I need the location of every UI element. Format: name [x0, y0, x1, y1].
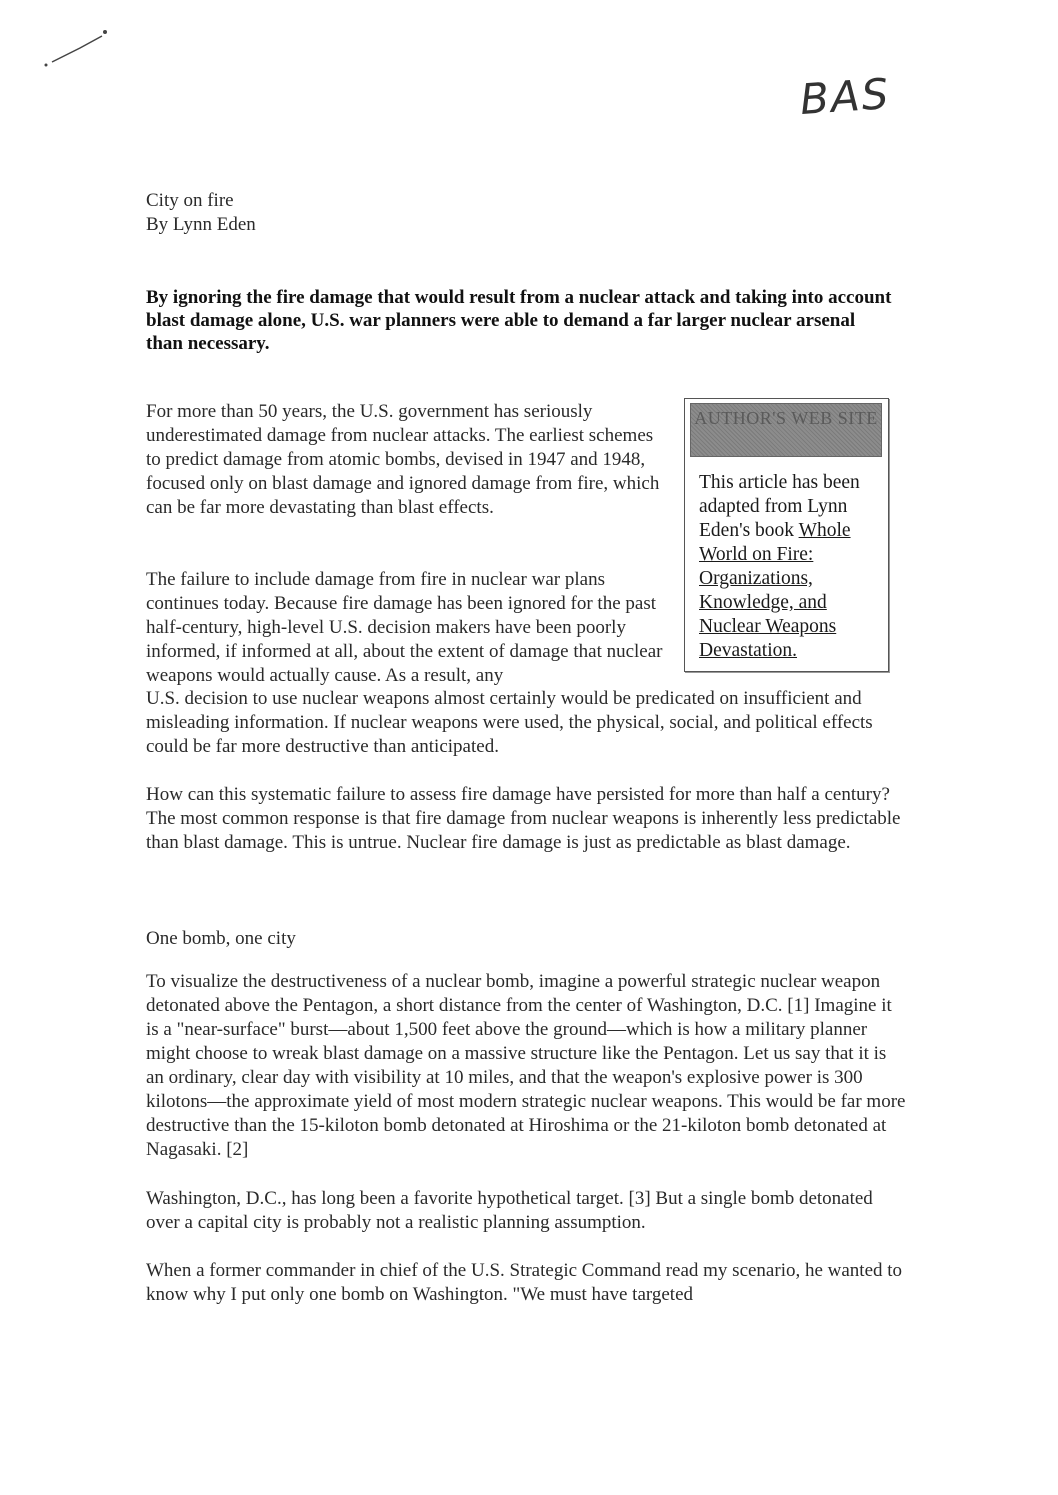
body-paragraph-2-full: U.S. decision to use nuclear weapons almost certainly would be predicated on insufficient and misleading information. If nuclear weapons were used, the physical, social, and political effects could be far more destructive than anticipated. [146, 688, 873, 757]
sidebar-intro: This article has been adapted from Lynn Eden's book [699, 472, 860, 541]
body-paragraph-2-column: The failure to include damage from fire in nuclear war plans continues today. Because fire damage has been ignored for the past half-century, high-level U.S. decision makers have been poorly informed, if informed at all, about the extent of damage that nuclear weapons would actually cause. As a result, any [146, 569, 663, 686]
pen-mark-icon [30, 20, 120, 80]
sidebar-text [685, 457, 888, 663]
author-sidebar [684, 398, 889, 672]
author-web-site-link[interactable]: AUTHOR'S WEB SITE [690, 403, 882, 457]
article-lede: By ignoring the fire damage that would result from a nuclear attack and taking into account blast damage alone, U.S. war planners were able to demand a far larger nuclear arsenal than necessary. [146, 287, 892, 354]
article-byline: By Lynn Eden [146, 214, 256, 235]
body-paragraph-6: When a former commander in chief of the U.S. Strategic Command read my scenario, he wanted to know why I put only one bomb on Washington. "We must have targeted [146, 1260, 903, 1305]
body-paragraph-3: How can this systematic failure to assess fire damage have persisted for more than half a century? The most common response is that fire damage from nuclear weapons is inherently less predictable than blast damage. This is untrue. Nuclear fire damage is just as predictable as blast damage. [146, 784, 901, 853]
section-title: One bomb, one city [146, 928, 296, 949]
handwritten-note: BAS [798, 68, 892, 125]
body-paragraph-1: For more than 50 years, the U.S. government has seriously underestimated damage from nuclear attacks. The earliest schemes to predict damage from atomic bombs, devised in 1947 and 1948, focused only on blast damage and ignored damage from fire, which can be far more devastating than blast effects. [146, 401, 660, 518]
body-paragraph-5: Washington, D.C., has long been a favorite hypothetical target. [3] But a single bomb detonated over a capital city is probably not a realistic planning assumption. [146, 1188, 873, 1233]
book-link[interactable]: Whole World on Fire: Organizations, Knowledge, and Nuclear Weapons Devastation. [699, 520, 851, 661]
body-paragraph-4: To visualize the destructiveness of a nuclear bomb, imagine a powerful strategic nuclear weapon detonated above the Pentagon, a short distance from the center of Washington, D.C. [1] Imagine it is a "near-surface" burst—about 1,500 feet above the ground—which is how a military planner might choose to wreak blast damage on a massive structure like the Pentagon. Let us say that it is an ordinary, clear day with visibility at 10 miles, and that the weapon's explosive power is 300 kilotons—the approximate yield of most modern strategic nuclear weapons. This would be far more destructive than the 15-kiloton bomb detonated at Hiroshima or the 21-kiloton bomb detonated at Nagasaki. [2] [146, 971, 906, 1160]
article-title: City on fire [146, 190, 234, 211]
article-header [146, 189, 256, 237]
